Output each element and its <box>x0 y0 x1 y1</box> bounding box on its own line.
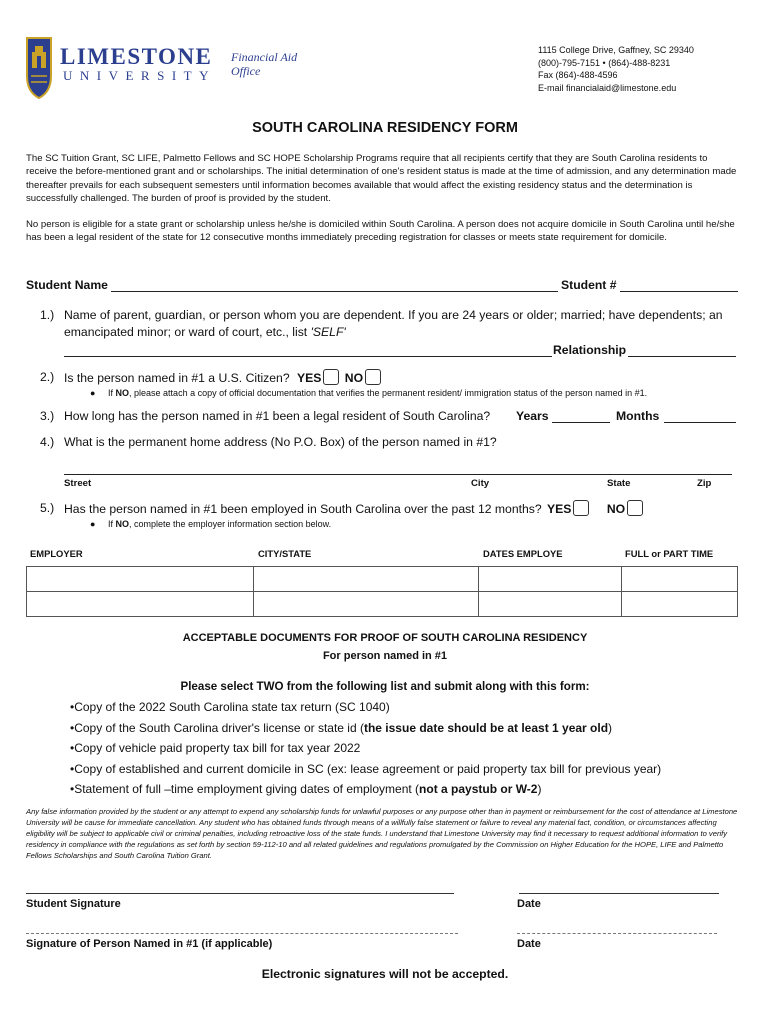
office-line1: Financial Aid <box>231 50 298 64</box>
contact-block <box>538 44 694 94</box>
city-state-cell[interactable] <box>254 592 479 617</box>
q2-bullet: ● <box>90 388 96 398</box>
q3-months-field[interactable] <box>664 410 736 423</box>
dates-cell[interactable] <box>479 592 622 617</box>
student-number-field[interactable] <box>620 278 738 292</box>
docs-subheading: For person named in #1 <box>322 650 448 662</box>
q5-note-pre: If <box>108 519 114 529</box>
q3-years-field[interactable] <box>552 410 610 423</box>
intro-paragraph-1: The SC Tuition Grant, SC LIFE, Palmetto Fellows and SC HOPE Scholarship Programs require that all recipients certify that they are South Carolina residents to receive the before-mentioned grant and or scholarships. The initial determination of one's resident status is made at the time of admission, and any determination made thereafter prevails for each subsequent semesters until information becomes available that would affect the existing residency status and the determination is successfully challenged. The burden of proof is provided by the student. <box>26 153 737 205</box>
q4-street-label: Street <box>64 478 92 489</box>
footer-note: Electronic signatures will not be accepted. <box>261 967 509 981</box>
list-item: •Copy of the South Carolina driver's license or state id (the issue date should be at least 1 year old) <box>70 720 613 735</box>
address: 1115 College Drive, Gaffney, SC 29340 <box>538 45 694 55</box>
docs-instruction: Please select TWO from the following list and submit along with this form: <box>180 680 590 693</box>
student-signature-label: Student Signature <box>26 898 121 910</box>
university-logo <box>26 36 52 100</box>
full-part-time-header: FULL or PART TIME <box>625 548 714 559</box>
q4-address-field[interactable] <box>64 462 732 475</box>
intro-paragraph-2: No person is eligible for a state grant or scholarship unless he/she is domiciled within South Carolina. A person does not acquire domicile in South Carolina until he/she has been a legal resident of the state for 12 consecutive months immediately preceding registration for classes or meets state requirement for domicile. <box>26 219 735 244</box>
q1-text: Name of parent, guardian, or person whom you are dependent. If you are 24 years or older; married; have dependents; an emancipated minor; or ward of court, etc., list <box>64 308 723 339</box>
q5-text: Has the person named in #1 been employed in South Carolina over the past 12 months? <box>64 502 542 516</box>
student-number-label: Student # <box>561 278 617 292</box>
docs-list <box>70 697 760 800</box>
fax: Fax (864)-488-4596 <box>538 70 618 81</box>
q3-months-label: Months <box>616 409 660 423</box>
q5-yes-label: YES <box>547 502 572 516</box>
q2-note-no: NO <box>115 388 130 398</box>
q2-number: 2.) <box>40 370 55 384</box>
employer-table <box>26 566 738 617</box>
q3-number: 3.) <box>40 409 55 423</box>
q2-yes-label: YES <box>296 371 322 385</box>
q5-note: , complete the employer information section below. <box>129 519 332 529</box>
disclaimer: Any false information provided by the student or any attempt to expend any scholarship funds for unlawful purposes or any purpose other than in payment or reimbursement for the cost of attendance at Limestone University will be cause for immediate cancellation. Any student who has obtained funds through means of a willfully false statement or failure to reveal any material fact, condition, or circumstances affecting eligibility will be subject to applicable civil or criminal penalties, including retroactive loss of the state funds. I understand that Limestone University may find it necessary to request additional information to verify residency in compliance with the regulations as set forth by section 59-112-10 and all related guidelines and regulations promulgated by the Commission on Higher Education for the HOPE, LIFE and Palmetto Fellows Scholarships and South Carolina Tuition Grant. <box>26 807 738 860</box>
q5-note-no: NO <box>115 519 130 529</box>
employer-cell[interactable] <box>27 567 254 592</box>
q5-row <box>64 500 643 518</box>
q2-no-checkbox[interactable] <box>365 369 381 385</box>
list-item: •Statement of full –time employment giving dates of employment (not a paystub or W-2) <box>70 782 542 796</box>
q2-note-wrap <box>108 388 647 398</box>
q5-number: 5.) <box>40 501 55 515</box>
q5-no-label: NO <box>606 502 626 516</box>
time-cell[interactable] <box>622 592 738 617</box>
q4-text: What is the permanent home address (No P.O. Box) of the person named in #1? <box>64 435 497 449</box>
date-label-2: Date <box>517 938 541 950</box>
list-item: •Copy of vehicle paid property tax bill for tax year 2022 <box>70 741 361 755</box>
list-item: •Copy of established and current domicile in SC (ex: lease agreement or paid property tax bill for previous year) <box>70 761 662 776</box>
q1-self: 'SELF' <box>310 325 346 339</box>
q2-yes-checkbox[interactable] <box>323 369 339 385</box>
person-signature-line[interactable] <box>26 933 458 934</box>
city-state-cell[interactable] <box>254 567 479 592</box>
dates-employed-header: DATES EMPLOYE <box>483 548 563 559</box>
person-signature-label: Signature of Person Named in #1 (if applicable) <box>26 938 273 950</box>
q1-text-wrap <box>64 307 744 341</box>
q1-number: 1.) <box>40 308 55 322</box>
q4-number: 4.) <box>40 435 55 449</box>
employer-header: EMPLOYER <box>30 548 83 559</box>
q5-yes-checkbox[interactable] <box>573 500 589 516</box>
office-line2: Office <box>231 64 261 78</box>
q4-zip-label: Zip <box>697 478 712 489</box>
q1-relationship-label: Relationship <box>553 343 627 357</box>
q4-state-label: State <box>607 478 631 489</box>
table-row <box>27 567 738 592</box>
student-signature-line[interactable] <box>26 893 454 894</box>
list-item: •Copy of the 2022 South Carolina state tax return (SC 1040) <box>70 700 390 714</box>
phone: (800)-795-7151 • (864)-488-8231 <box>538 57 671 68</box>
docs-heading: ACCEPTABLE DOCUMENTS FOR PROOF OF SOUTH CAROLINA RESIDENCY <box>182 632 588 644</box>
q2-no-label: NO <box>344 371 364 385</box>
q5-no-checkbox[interactable] <box>627 500 643 516</box>
dates-cell[interactable] <box>479 567 622 592</box>
date-label-1: Date <box>517 898 541 910</box>
q2-text: Is the person named in #1 a U.S. Citizen? <box>64 371 290 385</box>
city-state-header: CITY/STATE <box>258 548 312 559</box>
q1-parent-name-field[interactable] <box>64 344 552 357</box>
q5-note-wrap <box>108 519 331 529</box>
student-name-field[interactable] <box>111 278 558 292</box>
email-link[interactable]: E-mail financialaid@limestone.edu <box>538 82 677 93</box>
employer-cell[interactable] <box>27 592 254 617</box>
logo-sub: UNIVERSITY <box>63 68 216 83</box>
q3-years-label: Years <box>516 409 549 423</box>
q3-text: How long has the person named in #1 been a legal resident of South Carolina? <box>64 409 491 423</box>
logo-name: LIMESTONE <box>60 44 213 69</box>
q4-city-label: City <box>471 478 490 489</box>
time-cell[interactable] <box>622 567 738 592</box>
q5-bullet: ● <box>90 519 96 529</box>
page-title: SOUTH CAROLINA RESIDENCY FORM <box>252 120 518 136</box>
table-row <box>27 592 738 617</box>
q1-relationship-field[interactable] <box>628 344 736 357</box>
q2-row <box>64 369 381 387</box>
q2-note: , please attach a copy of official documentation that verifies the permanent resident/ immigration status of the person named in #1. <box>129 388 648 398</box>
student-name-label: Student Name <box>26 278 108 292</box>
date-line-1[interactable] <box>519 893 719 894</box>
q2-note-pre: If <box>108 388 114 398</box>
shield-icon <box>26 36 52 100</box>
date-line-2[interactable] <box>517 933 717 934</box>
